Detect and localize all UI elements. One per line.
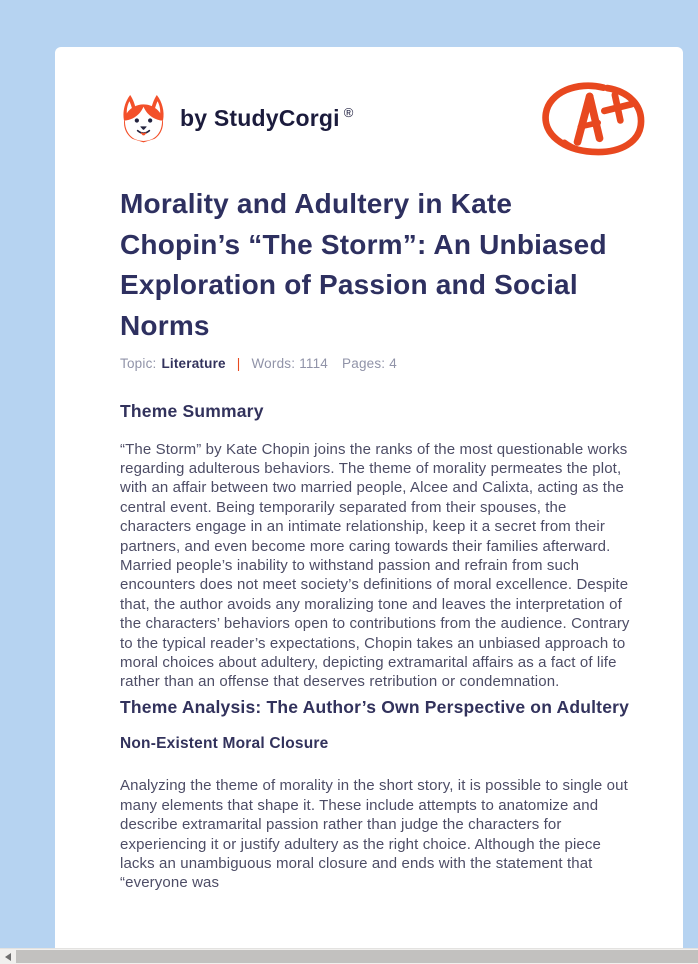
horizontal-scrollbar-thumb[interactable] — [16, 950, 698, 963]
section-heading-theme-analysis: Theme Analysis: The Author’s Own Perspective on Adultery — [120, 696, 630, 717]
studycorgi-brand — [120, 80, 354, 145]
scroll-left-button[interactable] — [0, 949, 16, 964]
paragraph-moral-closure: Analyzing the theme of morality in the short story, it is possible to single out many elements that shape it. These include attempts to anatomize and describe extramarital passion rather than judge the characters for experiencing it or justify adultery as the right choice. Although the piece lacks an unambiguous moral closure and ends with the statement that “everyone was — [120, 777, 628, 892]
a-plus-badge-icon — [540, 80, 646, 158]
scroll-left-arrow-icon — [5, 953, 11, 961]
brand-name-text: by StudyCorgi — [180, 105, 340, 131]
topic-link[interactable]: Literature — [161, 356, 226, 371]
pages-label: Pages: — [342, 356, 386, 371]
article-meta — [120, 356, 630, 371]
document-card — [55, 47, 683, 964]
words-count — [251, 356, 328, 371]
brand-name — [180, 105, 354, 132]
pages-value: 4 — [389, 356, 397, 371]
words-label: Words: — [251, 356, 296, 371]
pages-count — [342, 356, 397, 371]
paragraph-theme-summary: “The Storm” by Kate Chopin joins the ranks of the most questionable works regarding adulterous behaviors. The theme of morality permeates the plot, with an affair between two married people, Alcee and Calixta, acting as the central event. Being temporarily separated from their spouses, the characters engage in an intimate relationship, keep it a secret from their partners, and even become more caring towards their families afterward. Married people’s inability to withstand passion and refrain from such encounters does not meet society’s definitions of moral excellence. Despite that, the author avoids any moralizing tone and leaves the interpretation of the characters’ behaviors open to contributions from the audience. Contrary to the typical reader’s expectations, Chopin takes an unbiased approach to moral choices about adultery, depicting extramarital affairs as a fact of life rather than an offense that deserves retribution or condemnation. — [120, 440, 630, 691]
words-value: 1114 — [299, 356, 329, 371]
horizontal-scrollbar[interactable] — [0, 948, 698, 964]
document-header — [120, 80, 630, 158]
page-title: Morality and Adultery in Kate Chopin’s “The Storm”: An Unbiased Exploration of Passion and Social Norms — [120, 188, 607, 341]
document-content — [55, 47, 683, 893]
section-heading-theme-summary: Theme Summary — [120, 401, 264, 421]
topic-label: Topic: — [120, 356, 157, 371]
registered-trademark-icon: ® — [343, 105, 354, 120]
corgi-icon — [120, 92, 167, 145]
subsection-heading-moral-closure: Non-Existent Moral Closure — [120, 735, 329, 753]
meta-divider: | — [236, 356, 241, 371]
